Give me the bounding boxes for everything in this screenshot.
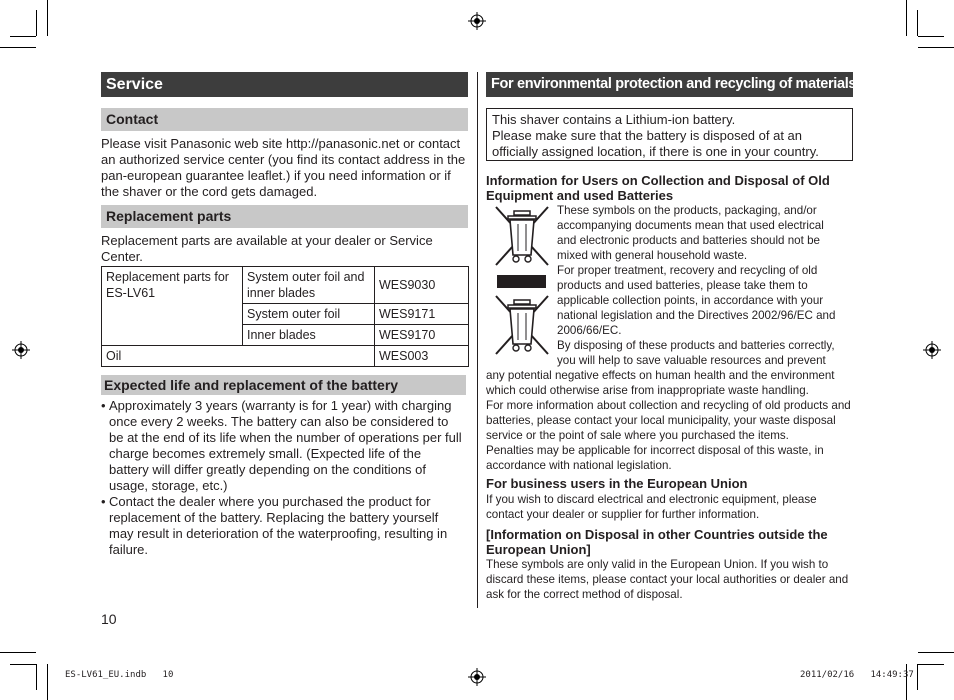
crossed-bin-battery-icon: [492, 294, 552, 358]
outside-eu-text: These symbols are only valid in the European Union. If you wish to discard these items, please contact your local authorities or dealer and ask for the correct method of disposal.: [486, 558, 849, 601]
registration-mark-icon: [923, 341, 941, 359]
business-text: If you wish to discard electrical and electronic equipment, please contact your dealer or supplier for further information.: [486, 493, 817, 521]
table-cell-part: System outer foil: [243, 304, 375, 325]
info-continued: any potential negative effects on human health and the environment which could otherwise arise from inappropriate waste handling.: [486, 369, 835, 397]
info-line: These symbols on the products, packaging, and/or: [557, 204, 817, 217]
info-line: mixed with general household waste.: [557, 249, 748, 262]
replacement-heading: Replacement parts: [101, 205, 468, 228]
replacement-parts-table: [101, 266, 469, 367]
crop-mark: [918, 664, 944, 665]
info-line: For proper treatment, recovery and recycling of old: [557, 264, 818, 277]
footer-datetime: 2011/02/16 14:49:37: [800, 670, 914, 680]
info-line: By disposing of these products and batteries correctly,: [557, 339, 835, 352]
crop-mark: [36, 10, 37, 36]
crop-mark: [10, 36, 36, 37]
crop-mark: [10, 664, 36, 665]
info-penalties: Penalties may be applicable for incorrect disposal of this waste, in accordance with national legislation.: [486, 444, 824, 472]
info-line: accompanying documents mean that used electrical: [557, 219, 824, 232]
table-row: [102, 267, 469, 304]
crop-mark: [918, 652, 954, 653]
info-line: you will help to save valuable resources and prevent: [557, 354, 826, 367]
crop-mark: [0, 47, 36, 48]
list-item: • Approximately 3 years (warranty is for 1 year) with charging once every 2 weeks. The battery can also be considered to be at the end of its life when the number of operations per full charge becomes extremely small. (Expected life of the battery will differ greatly depending on the conditions of usage, storage, etc.): [101, 398, 463, 494]
table-row: [102, 346, 469, 367]
black-bar-marker: [497, 275, 546, 288]
crop-mark: [36, 664, 37, 690]
info-line: 2006/66/EC.: [557, 324, 622, 337]
registration-mark-icon: [468, 12, 486, 30]
info-line: and electronic products and batteries should not be: [557, 234, 820, 247]
table-cell-code: WES9030: [375, 267, 469, 304]
table-cell-code: WES9170: [375, 325, 469, 346]
crop-mark: [917, 10, 918, 36]
battery-bullet-list: [101, 398, 463, 558]
battery-notice-line: Please make sure that the battery is disposed of at an officially assigned location, if there is one in your country.: [492, 128, 819, 159]
table-cell-part: Inner blades: [243, 325, 375, 346]
environment-heading: For environmental protection and recycling of materials: [486, 72, 853, 97]
info-line: products and used batteries, please take them to: [557, 279, 808, 292]
outside-eu-heading: [Information on Disposal in other Countries outside the European Union]: [486, 527, 828, 557]
battery-heading: Expected life and replacement of the battery: [101, 375, 466, 395]
crop-mark: [0, 652, 36, 653]
crop-mark: [917, 664, 918, 690]
footer-file-info: ES-LV61_EU.indb 10: [65, 670, 174, 680]
info-line: national legislation and the Directives 2002/96/EC and: [557, 309, 836, 322]
crop-mark: [906, 0, 907, 36]
table-cell-oil: Oil: [102, 346, 375, 367]
registration-mark-icon: [468, 668, 486, 686]
contact-heading: Contact: [101, 108, 468, 131]
crop-mark: [47, 0, 48, 36]
contact-text: Please visit Panasonic web site http://panasonic.net or contact an authorized service center (you find its contact address in the pan-european guarantee leaflet.) if you need information or if the shaver or the cord gets damaged.: [101, 136, 466, 199]
service-heading: Service: [101, 72, 468, 97]
table-cell-part: System outer foil and inner blades: [243, 267, 375, 304]
info-text-block: [557, 203, 857, 368]
crossed-bin-icon: [492, 205, 552, 267]
crop-mark: [47, 664, 48, 700]
info-heading: Information for Users on Collection and Disposal of Old Equipment and used Batteries: [486, 173, 830, 203]
page-number: 10: [101, 611, 117, 627]
replacement-text: Replacement parts are available at your dealer or Service Center.: [101, 233, 433, 264]
battery-notice-box: [486, 108, 853, 161]
info-line: applicable collection points, in accordance with your: [557, 294, 824, 307]
list-item: • Contact the dealer where you purchased the product for replacement of the battery. Replacing the battery yourself may result in deterioration of the waterproofing, resulting in failure.: [101, 494, 463, 558]
table-cell-code: WES003: [375, 346, 469, 367]
table-cell-code: WES9171: [375, 304, 469, 325]
info-more: For more information about collection and recycling of old products and batteries, please contact your local municipality, your waste disposal service or the point of sale where you purchased the items.: [486, 399, 851, 442]
crop-mark: [918, 36, 944, 37]
column-divider: [477, 72, 478, 608]
crop-mark: [918, 47, 954, 48]
registration-mark-icon: [12, 341, 30, 359]
battery-notice-line: This shaver contains a Lithium-ion battery.: [492, 112, 736, 127]
table-cell-group: Replacement parts for ES-LV61: [102, 267, 243, 346]
business-heading: For business users in the European Union: [486, 476, 748, 491]
